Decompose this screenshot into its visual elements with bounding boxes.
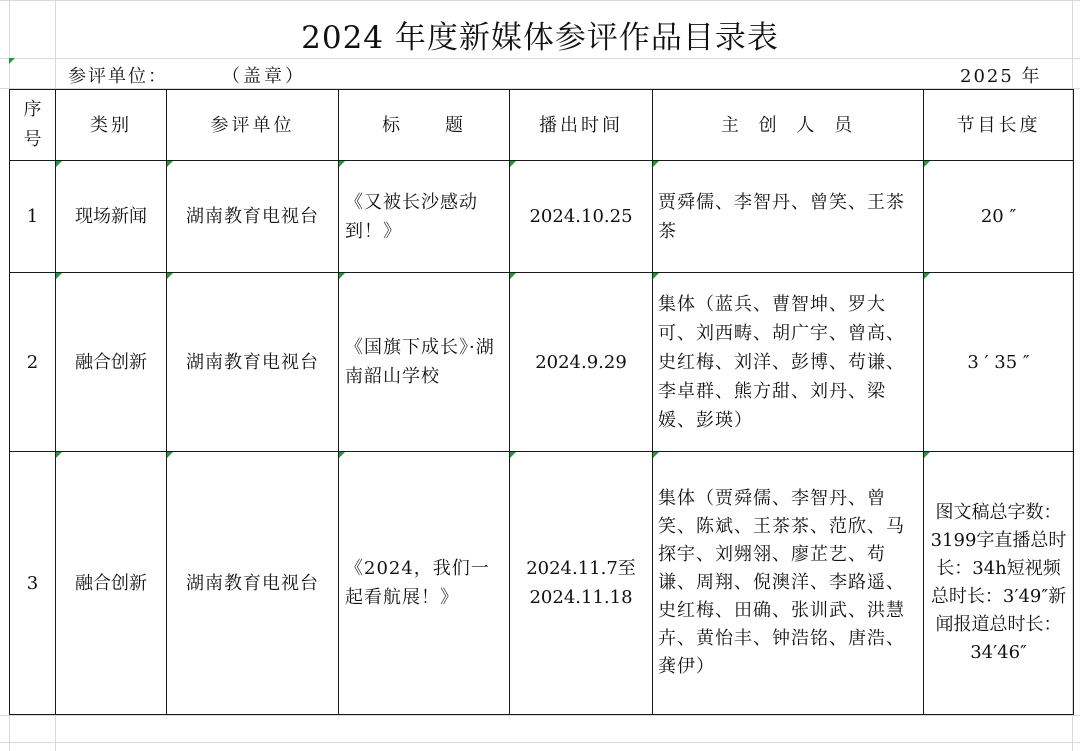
row-seq: 3 xyxy=(10,452,56,715)
unit-label: 参评单位： xyxy=(68,66,168,87)
header-length: 节目长度 xyxy=(924,90,1074,161)
header-category: 类别 xyxy=(56,90,167,161)
row-creators: 集体（蓝兵、曹智坤、罗大可、刘西畴、胡广宇、曾高、史红梅、刘洋、彭博、苟谦、李卓群、熊方甜、刘丹、梁媛、彭瑛） xyxy=(653,273,924,452)
row-unit: 湖南教育电视台 xyxy=(167,161,339,273)
table-row xyxy=(10,273,1074,452)
row-length: 20 ″ xyxy=(924,161,1074,273)
row-length: 3 ′ 35 ″ xyxy=(924,273,1074,452)
row-category: 现场新闻 xyxy=(56,161,167,273)
row-title: 《又被长沙感动到！》 xyxy=(339,161,510,273)
row-category: 融合创新 xyxy=(56,273,167,452)
row-title: 《国旗下成长》·湖南韶山学校 xyxy=(339,273,510,452)
table-row xyxy=(10,452,1074,715)
row-unit: 湖南教育电视台 xyxy=(167,452,339,715)
row-seq: 1 xyxy=(10,161,56,273)
table-header-row xyxy=(10,90,1074,161)
row-creators: 集体（贾舜儒、李智丹、曾笑、陈斌、王茶茶、范欣、马探宇、刘翙翎、廖芷艺、苟谦、周翔、倪澳洋、李路遥、史红梅、田确、张训武、洪慧卉、黄怡丰、钟浩铭、唐浩、龚伊） xyxy=(653,452,924,715)
row-broadcast-time: 2024.10.25 xyxy=(510,161,653,273)
header-seq: 序号 xyxy=(10,90,56,161)
row-category: 融合创新 xyxy=(56,452,167,715)
row-creators: 贾舜儒、李智丹、曾笑、王茶茶 xyxy=(653,161,924,273)
header-creators: 主 创 人 员 xyxy=(653,90,924,161)
stamp-label: （盖章） xyxy=(222,66,306,87)
header-title: 标 题 xyxy=(339,90,510,161)
works-table xyxy=(9,89,1074,715)
year-label: 2025 年 xyxy=(960,66,1042,87)
row-broadcast-time: 2024.9.29 xyxy=(510,273,653,452)
unit-row xyxy=(0,60,1080,88)
document-title: 2024 年度新媒体参评作品目录表 xyxy=(301,19,779,56)
table-row xyxy=(10,161,1074,273)
row-title: 《2024，我们一起看航展！》 xyxy=(339,452,510,715)
row-unit: 湖南教育电视台 xyxy=(167,273,339,452)
row-length: 图文稿总字数：3199字直播总时长：34h短视频总时长：3′49″新闻报道总时长：34′46″ xyxy=(924,452,1074,715)
row-seq: 2 xyxy=(10,273,56,452)
row-broadcast-time: 2024.11.7至2024.11.18 xyxy=(510,452,653,715)
header-unit: 参评单位 xyxy=(167,90,339,161)
header-broadcast-time: 播出时间 xyxy=(510,90,653,161)
